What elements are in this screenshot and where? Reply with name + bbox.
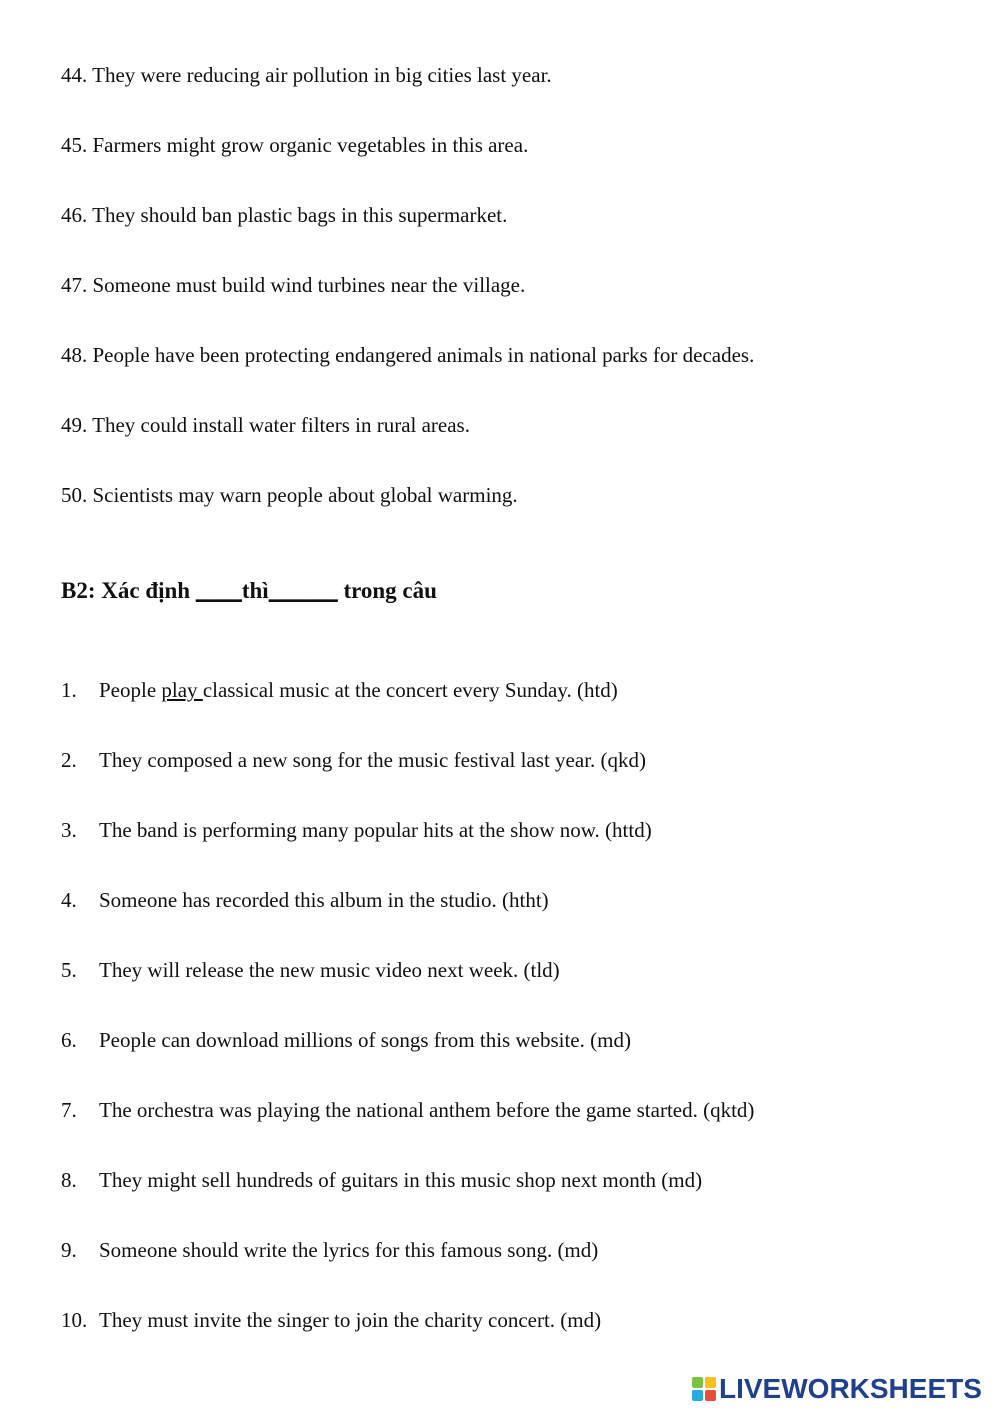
sentence-46: 46. They should ban plastic bags in this supermarket.	[61, 203, 508, 227]
sentence-47: 47. Someone must build wind turbines near the village.	[61, 273, 526, 297]
list-item-number: 3.	[61, 818, 77, 842]
list-item-text: They will release the new music video next week. (tld)	[99, 958, 560, 982]
heading-blank-2: ______	[268, 578, 338, 603]
heading-blank-1: ____	[195, 578, 242, 603]
liveworksheets-logo-text: LIVEWORKSHEETS	[719, 1373, 982, 1404]
list-item-2	[61, 747, 646, 773]
list-item-number: 6.	[61, 1028, 77, 1052]
sentence-48: 48. People have been protecting endangered animals in national parks for decades.	[61, 343, 755, 367]
list-item-text: They might sell hundreds of guitars in this music shop next month (md)	[99, 1168, 703, 1192]
list-item-text: People can download millions of songs from this website. (md)	[99, 1028, 631, 1052]
sentence-49: 49. They could install water filters in rural areas.	[61, 413, 470, 437]
list-item-number: 2.	[61, 748, 77, 772]
list-item-10	[61, 1307, 601, 1333]
list-item-number: 5.	[61, 958, 77, 982]
list-item-9	[61, 1237, 598, 1263]
list-item-text: The band is performing many popular hits at the show now. (httd)	[99, 818, 652, 842]
list-item-5	[61, 957, 560, 983]
list-item-3	[61, 817, 652, 843]
list-item-6	[61, 1027, 631, 1053]
sentence-44: 44. They were reducing air pollution in big cities last year.	[61, 63, 552, 87]
list-item-4	[61, 887, 549, 913]
list-item-text: The orchestra was playing the national anthem before the game started. (qktd)	[99, 1098, 755, 1122]
list-item-text: They must invite the singer to join the charity concert. (md)	[99, 1308, 602, 1332]
underlined-verb: play	[161, 678, 203, 702]
list-item-text: Someone should write the lyrics for this famous song. (md)	[99, 1238, 599, 1262]
list-item-number: 9.	[61, 1238, 77, 1262]
list-item-text: Someone has recorded this album in the studio. (htht)	[99, 888, 549, 912]
heading-prefix: B2: Xác định	[61, 578, 196, 603]
list-item-number: 10.	[61, 1308, 88, 1332]
list-item-1	[61, 677, 618, 703]
list-item-number: 4.	[61, 888, 77, 912]
list-item-text-before: People	[99, 678, 162, 702]
heading-suffix: trong câu	[337, 578, 437, 603]
list-item-number: 7.	[61, 1098, 77, 1122]
list-item-8	[61, 1167, 702, 1193]
liveworksheets-logo	[692, 1374, 982, 1404]
sentence-50: 50. Scientists may warn people about global warming.	[61, 483, 518, 507]
sentence-45: 45. Farmers might grow organic vegetables in this area.	[61, 133, 529, 157]
list-item-text: They composed a new song for the music festival last year. (qkd)	[99, 748, 647, 772]
list-item-number: 1.	[61, 678, 77, 702]
section-heading	[61, 576, 437, 606]
liveworksheets-logo-icon	[692, 1377, 716, 1401]
list-item-text-after: classical music at the concert every Sunday. (htd)	[202, 678, 618, 702]
heading-middle: thì	[241, 578, 269, 603]
list-item-7	[61, 1097, 754, 1123]
list-item-number: 8.	[61, 1168, 77, 1192]
